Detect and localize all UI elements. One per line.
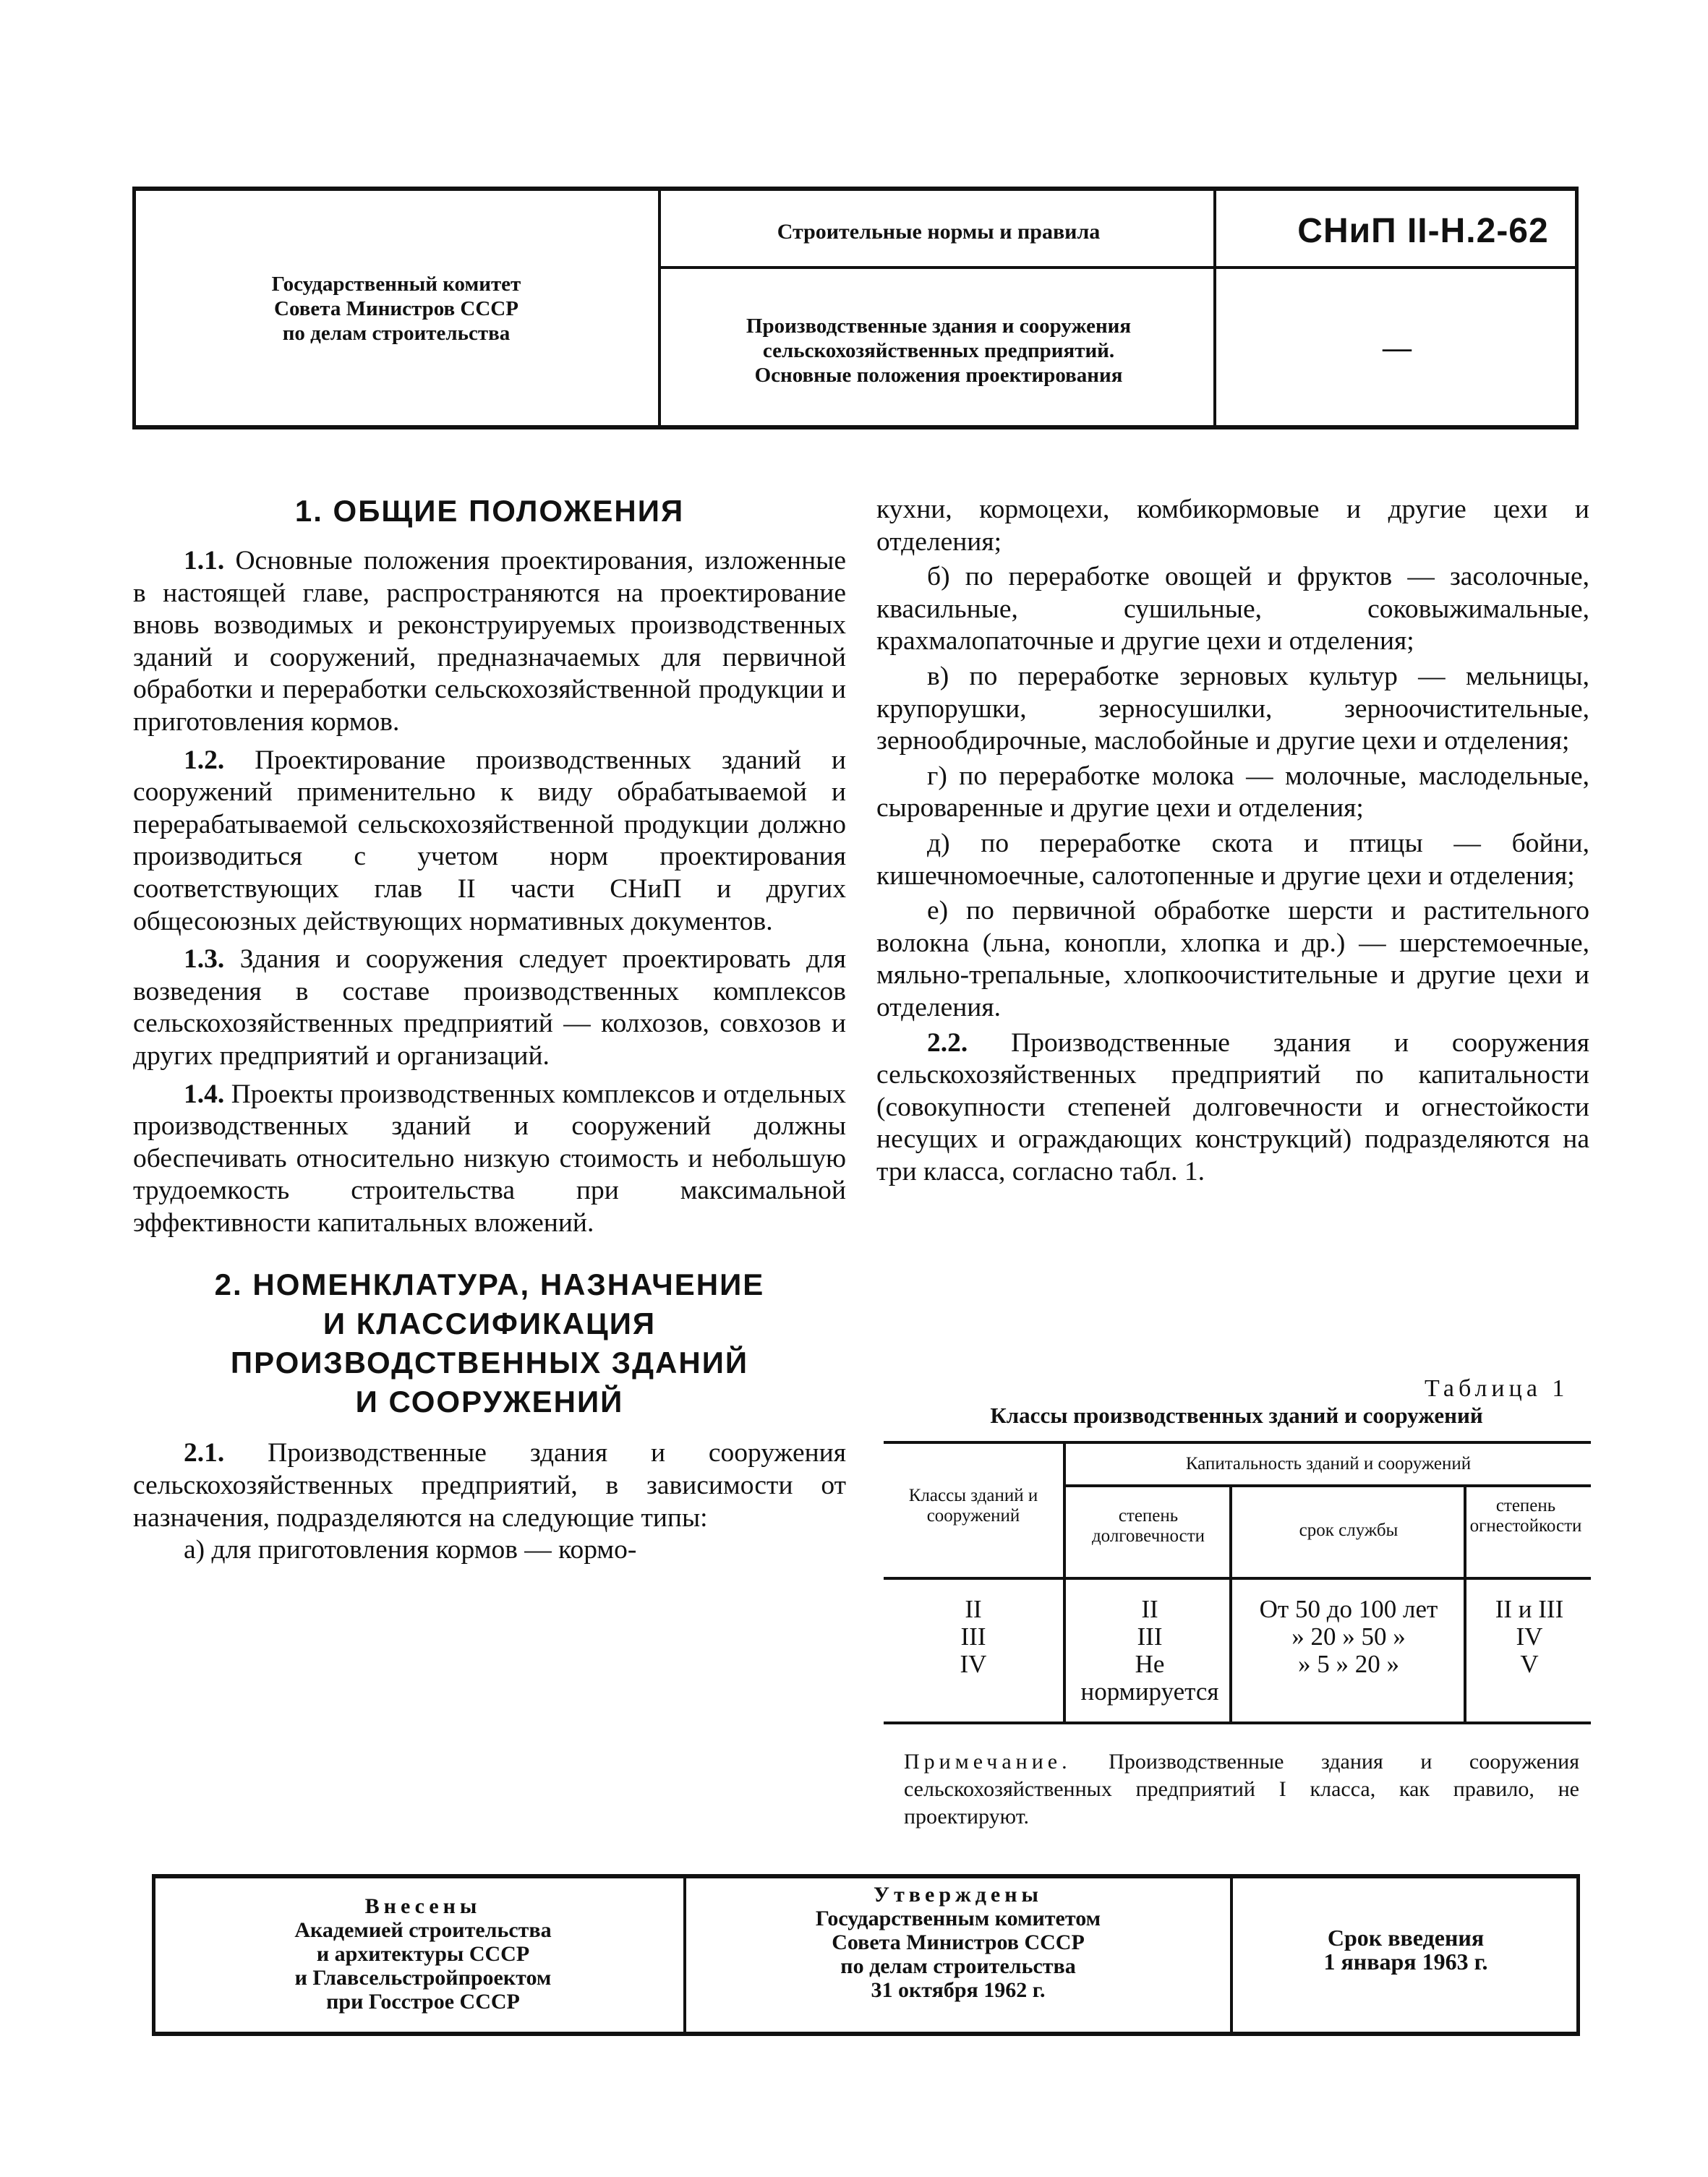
paragraph-1-2: 1.2. Проектирование производственных зданий и сооружений применительно к виду обрабатываемой и перерабатываемой сельскохозяйственной продукции должно производиться с учетом норм проектирования соответствующих глав II части СНиП и других общесоюзных действующих нормативных документов. [133, 745, 847, 936]
right-column [876, 494, 1589, 1188]
left-column [133, 492, 846, 1567]
footer-divider [1230, 1878, 1233, 2032]
header-divider [658, 191, 661, 425]
paragraph-1-1: 1.1. Основные положения проектирования, изложенные в настоящей главе, распространяются на проектирование вновь возводимых и реконструируемых производственных зданий и сооружений, предназначаемых для первичной обработки и переработки сельскохозяйственной продукции и приготовления кормов. [133, 546, 846, 737]
table-cell: II III Не нормируется [1080, 1595, 1219, 1706]
table-cell: II III IV [960, 1595, 987, 1678]
header-fire-resistance: степень огнестойкости [1469, 1496, 1582, 1536]
table-rule [1229, 1486, 1232, 1722]
approved-by: Утверждены Государственным комитетом Совета Министров СССР по делам строительства 31 октября 1962 г. [815, 1883, 1101, 2002]
list-item-v: в) по переработке зерновых культур — мельницы, крупорушки, зерносушилки, зерноочистительные, зернообдирочные, маслобойные и другие цехи и отделения; [876, 661, 1589, 756]
table-cell: От 50 до 100 лет » 20 » 50 » » 5 » 20 » [1259, 1595, 1438, 1678]
issuing-committee: Государственный комитет Совета Министров СССР по делам строительства [271, 273, 521, 345]
header-divider [1216, 266, 1578, 269]
effective-date: Срок введения 1 января 1963 г. [1323, 1925, 1488, 1975]
table-caption: Классы производственных зданий и сооружений [990, 1403, 1483, 1428]
classes-table [884, 1441, 1591, 1724]
table-note: Примечание. Производственные здания и сооружения сельскохозяйственных предприятий I класса, как правило, не проектируют. [904, 1750, 1580, 1829]
header-block [132, 187, 1579, 429]
table-rule [1464, 1486, 1466, 1722]
header-durability: степень долговечности [1091, 1506, 1205, 1546]
list-item-d: д) по переработке скота и птицы — бойни, кишечномоечные, салотопенные и другие цехи и отделения; [876, 828, 1589, 891]
header-service-life: срок службы [1299, 1521, 1399, 1540]
section-1-title: 1. ОБЩИЕ ПОЛОЖЕНИЯ [294, 494, 685, 528]
header-class: Классы зданий и сооружений [908, 1486, 1038, 1526]
table-rule [884, 1577, 1591, 1580]
list-item-g: г) по переработке молока — молочные, маслодельные, сыроваренные и другие цехи и отделения; [876, 761, 1589, 824]
list-item-e: е) по первичной обработке шерсти и растительного волокна (льна, конопли, хлопка и др.) — шерстемоечные, мяльно-трепальные, хлопкоочистительные и другие цехи и отделения. [876, 896, 1589, 1022]
header-divider [658, 266, 1215, 269]
norms-label: Строительные нормы и правила [777, 220, 1101, 244]
section-2-title: 2. НОМЕНКЛАТУРА, НАЗНАЧЕНИЕ И КЛАССИФИКАЦИЯ ПРОИЗВОДСТВЕННЫХ ЗДАНИЙ И СООРУЖЕНИЙ [214, 1267, 765, 1419]
paragraph-1-4: 1.4. Проекты производственных комплексов и отдельных производственных зданий и сооружений должны обеспечивать относительно низкую стоимость и небольшую трудоемкость строительства при максимальной эффективности капитальных вложений. [133, 1079, 846, 1238]
footer-divider [683, 1878, 686, 2032]
header-capital-group: Капитальность зданий и сооружений [1185, 1454, 1472, 1474]
document-title: Производственные здания и сооружения сельскохозяйственных предприятий. Основные положения проектирования [746, 315, 1132, 387]
list-item-a-continued: кухни, кормоцехи, комбикормовые и другие цехи и отделения; [876, 495, 1589, 557]
paragraph-2-1: 2.1. Производственные здания и сооружения сельскохозяйственных предприятий, в зависимости от назначения, подразделяются на следующие типы: [133, 1438, 847, 1533]
document-code: СНиП II-Н.2-62 [1297, 212, 1549, 250]
footer-block [152, 1874, 1580, 2036]
paragraph-2-1-a: а) для приготовления кормов — кормо- [184, 1535, 637, 1565]
paragraph-1-3: 1.3. Здания и сооружения следует проектировать для возведения в составе производственных комплексов сельскохозяйственных предприятий — колхозов, совхозов и других предприятий и организаций. [133, 944, 846, 1071]
table-cell: II и III IV V [1495, 1595, 1564, 1678]
paragraph-2-2: 2.2. Производственные здания и сооружения сельскохозяйственных предприятий по капитальности (совокупности степеней долговечности и огнестойкости несущих и ограждающих конструкций) подразделяются на три класса, согласно табл. 1. [876, 1027, 1590, 1186]
list-item-b: б) по переработке овощей и фруктов — засолочные, квасильные, сушильные, соковыжимальные, крахмалопаточные и другие цехи и отделения; [876, 562, 1589, 656]
dash-placeholder: — [1383, 331, 1412, 364]
table-number: Таблица 1 [1425, 1375, 1569, 1402]
table-rule [1063, 1484, 1591, 1487]
introduced-by: Внесены Академией строительства и архитектуры СССР и Главсельстройпроектом при Госстрое СССР [294, 1894, 552, 2014]
header-divider [1213, 191, 1216, 425]
